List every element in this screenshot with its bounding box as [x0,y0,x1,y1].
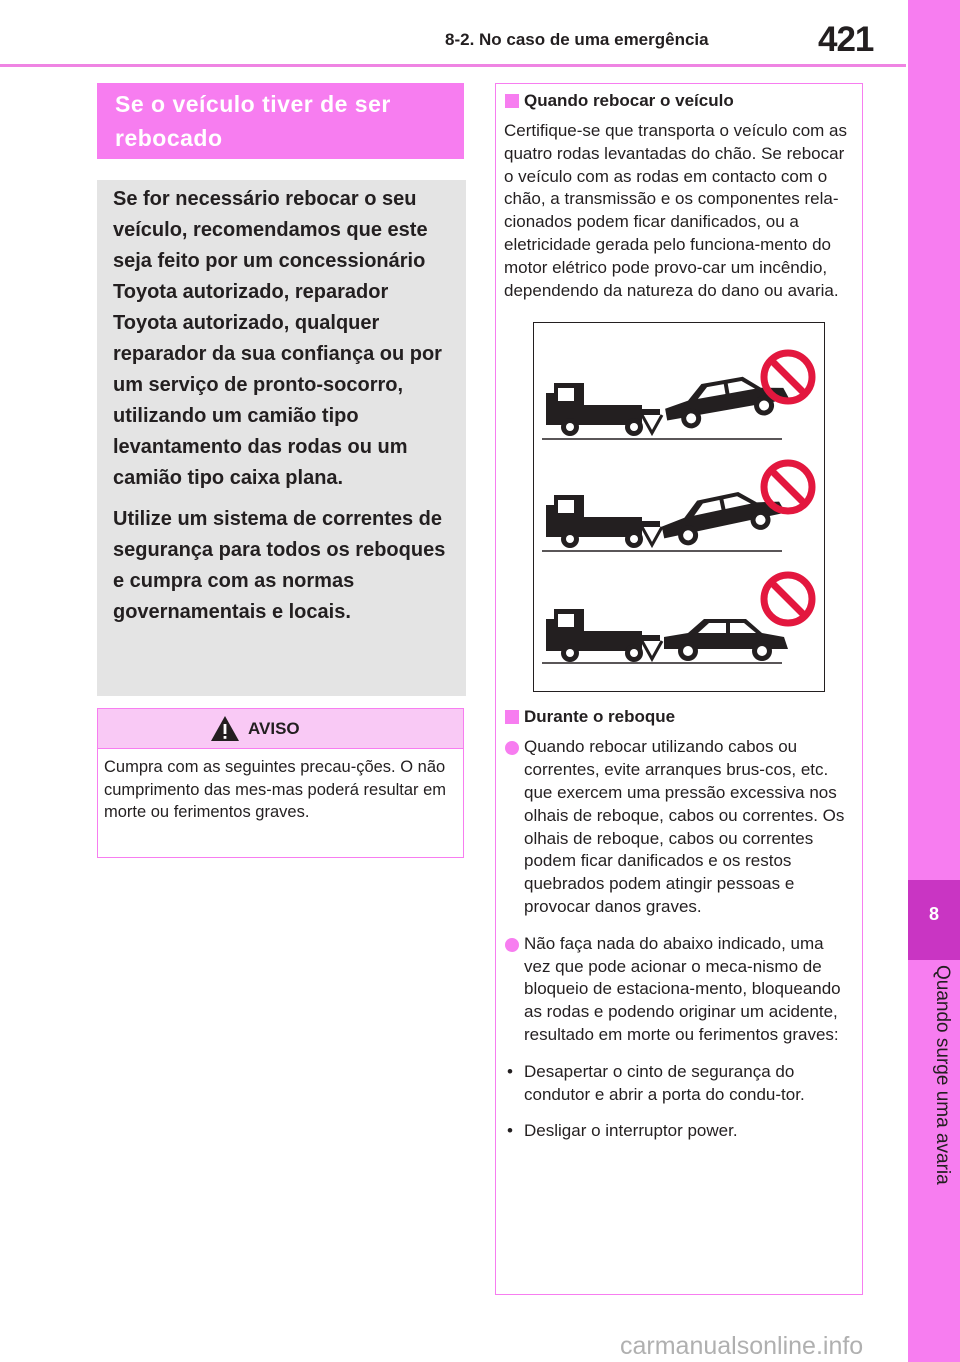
warning-triangle-icon [210,715,240,742]
section-title: Se o veículo tiver de ser rebocado [97,83,464,159]
bullet-item: Quando rebocar utilizando cabos ou correntes, evite arranques brus-cos, etc. que exercem uma pressão excessiva nos olhais de reboque, cabos ou correntes. Os olhais de reboque, cabos ou correntes podem ficar danificados e os restos quebrados podem atingir pessoas e provocar danos graves. [504,736,854,918]
chapter-title: Quando surge uma avaria [932,965,953,1185]
running-header: 8-2. No caso de uma emergência [445,30,709,49]
intro-paragraph: Se for necessário rebocar o seu veículo, recomendamos que este seja feito por um concessionário Toyota autorizado, reparador Toyota autorizado, qualquer reparador da sua confiança ou por um serviço de pronto-socorro, utilizando um camião tipo levantamento das rodas ou um camião tipo caixa plana. [113,188,442,489]
watermark: carmanualsonline.info [620,1332,864,1360]
dash-item: • Desligar o interruptor power. [504,1120,854,1143]
chapter-side-tab [908,0,960,1362]
page-number: 421 [818,20,874,59]
warning-label: AVISO [248,719,300,738]
chapter-number: 8 [928,904,939,924]
towing-paragraph: Certifique-se que transporta o veículo com as quatro rodas levantadas do chão. Se rebocar o veículo com as rodas em contacto com o chão, a transmissão e os componentes rela-cionados podem ficar danificados, ou a eletricidade gerada pelo funciona-mento do motor elétrico pode provo-car um incêndio, dependendo da natureza do dano ou avaria. [504,121,848,300]
towing-illustration [533,322,825,692]
towing-row-2 [542,463,812,551]
towing-info-box [495,83,863,1295]
prohibited-towing-methods-figure [534,323,826,693]
intro-box [97,180,466,696]
subheading-during-towing: Durante o reboque [504,706,854,728]
towing-row-3 [542,575,812,663]
dash-item: • Desapertar o cinto de segurança do condutor e abrir a porta do condu-tor. [504,1061,854,1107]
bullet-item: Não faça nada do abaixo indicado, uma vez que pode acionar o meca-nismo de bloqueio de estaciona-mento, bloqueando as rodas e podendo originar um acidente, resultado em morte ou ferimentos graves: [504,933,854,1047]
intro-paragraph: Utilize um sistema de correntes de segurança para todos os reboques e cumpra com as normas governamentais e locais. [113,508,446,623]
warning-text: Cumpra com as seguintes precau-ções. O não cumprimento das mes-mas poderá resultar em morte ou ferimentos graves. [104,758,447,821]
warning-header [98,709,463,749]
warning-box [97,708,464,858]
towing-row-1 [542,353,812,439]
subheading-when-towing: Quando rebocar o veículo [504,90,854,112]
header-rule [0,64,906,67]
